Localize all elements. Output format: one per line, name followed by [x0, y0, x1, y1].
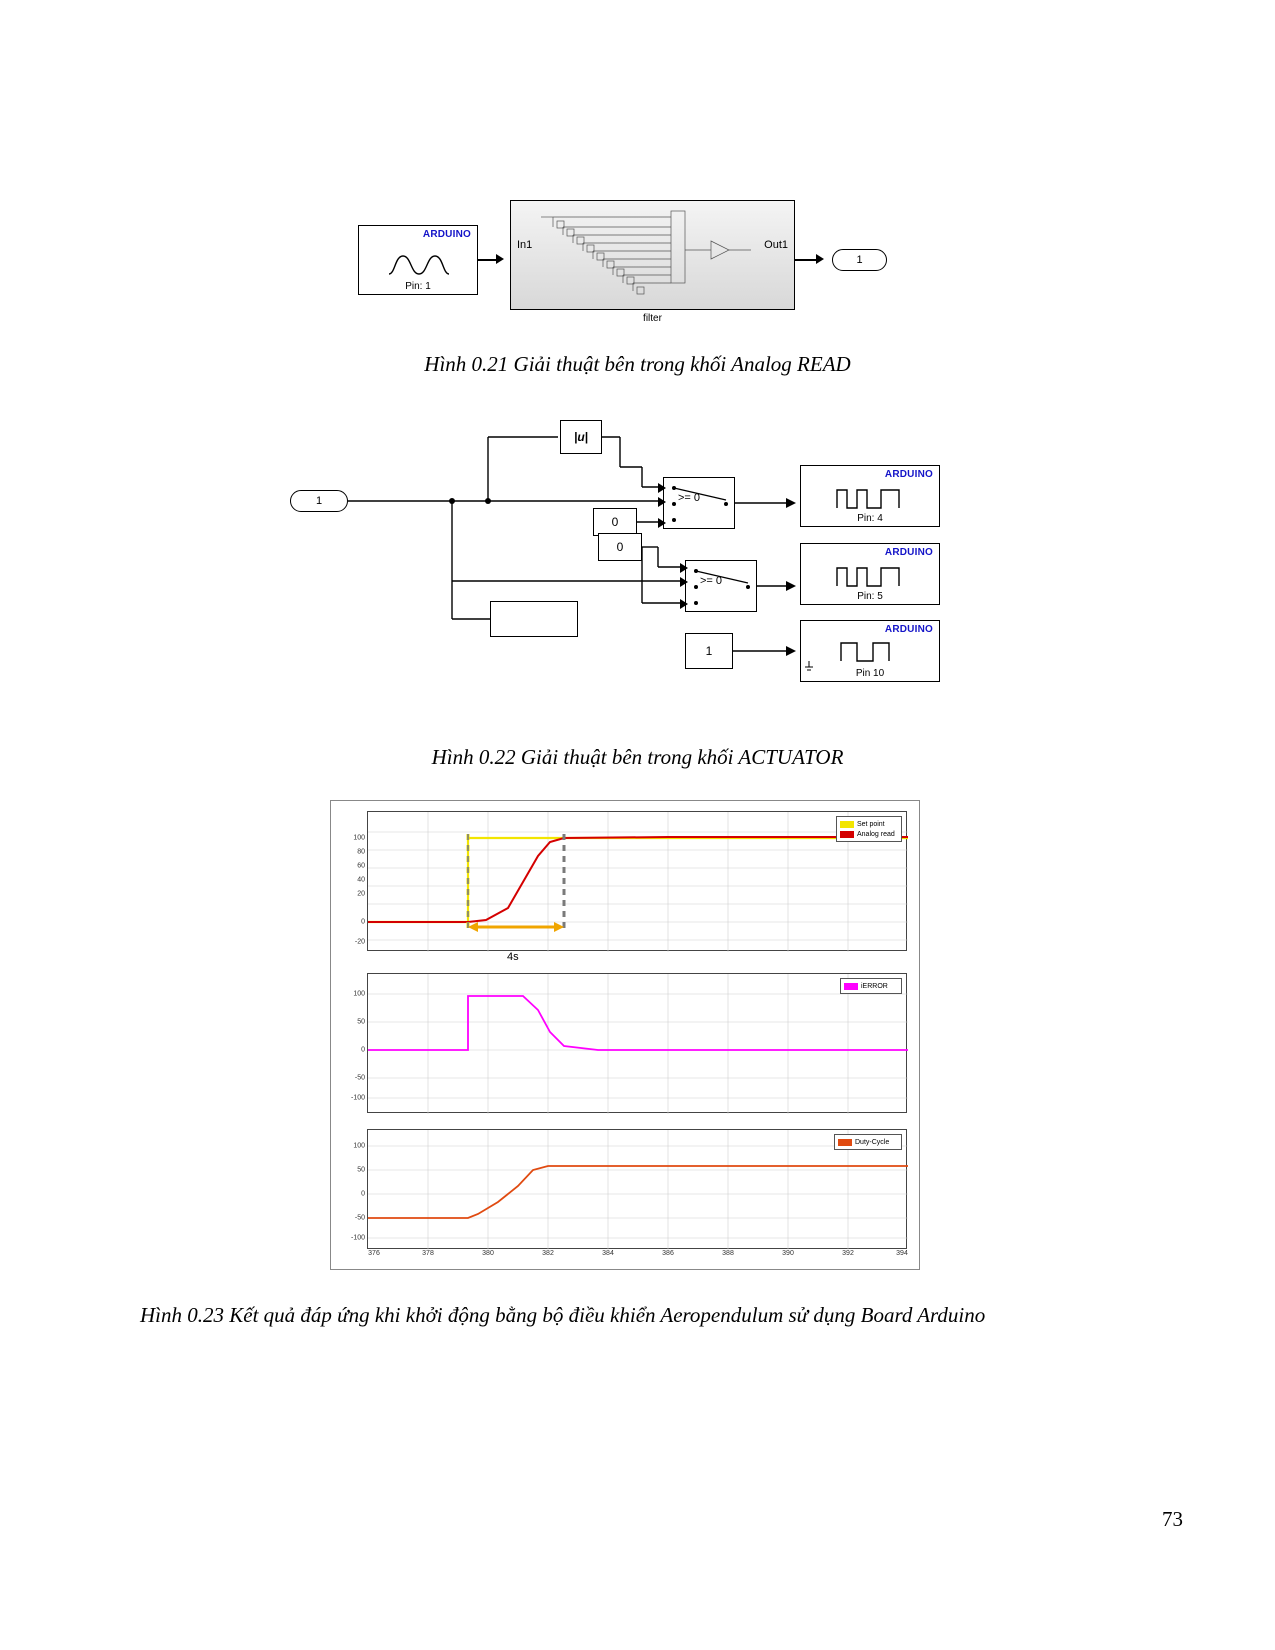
axis2-ytick-0: 100 [353, 990, 365, 998]
axis3-xtick-9: 394 [896, 1250, 908, 1257]
switch-2-criteria: >= 0 [700, 575, 723, 587]
legend-item-analogread [840, 829, 898, 839]
legend-swatch-error [844, 983, 858, 990]
axis3-xtick-0: 376 [368, 1250, 380, 1257]
axis2-legend [840, 978, 902, 994]
legend-item-error [844, 981, 898, 991]
axis3-ytick-1: 50 [357, 1166, 365, 1174]
actuator-wiring [280, 415, 980, 705]
constant-block-a: 0 [593, 508, 637, 536]
axis1-ytick-4: 20 [357, 890, 365, 898]
actuator-inport-1: 1 [290, 490, 348, 512]
figure-scope-response [330, 800, 920, 1270]
legend-label-error: iERROR [861, 982, 888, 990]
scope-axis-duty-cycle [350, 1129, 908, 1257]
legend-label-analogread: Analog read [857, 830, 895, 838]
legend-swatch-analogread [840, 831, 854, 838]
scope-axis-response [353, 811, 907, 951]
legend-label-duty: Duty-Cycle [855, 1138, 890, 1146]
legend-label-setpoint: Set point [857, 820, 885, 828]
scope-annotation-4s: 4s [507, 951, 519, 963]
axis2-ytick-4: -100 [350, 1094, 365, 1102]
axis1-ytick-3: 40 [357, 876, 365, 884]
pwm-pin-label-5: Pin: 5 [857, 591, 883, 602]
wire-analogread-to-filter [478, 259, 498, 261]
axis3-xtick-2: 380 [482, 1250, 494, 1257]
axis3-xtick-8: 392 [842, 1250, 854, 1257]
axis1-ytick-5: 0 [361, 918, 365, 926]
filter-subsystem-block [510, 200, 795, 310]
filter-internal-diagram-icon [511, 201, 796, 311]
axis3-ytick-0: 100 [353, 1142, 365, 1150]
arduino-vendor-label: ARDUINO [422, 229, 471, 240]
axis3-ytick-3: -50 [354, 1214, 365, 1222]
axis3-grid [368, 1130, 908, 1250]
switch-1-criteria: >= 0 [678, 492, 701, 504]
constant-block-b: 0 [598, 533, 642, 561]
axis1-grid [368, 812, 908, 952]
arrow-into-outport [816, 254, 824, 264]
scope-axis-error [350, 973, 907, 1113]
axis3-xtick-5: 386 [662, 1250, 674, 1257]
page-number: 73 [1162, 1507, 1183, 1531]
pwm-pin-label-10: Pin 10 [855, 668, 885, 679]
axis3-xtick-3: 382 [542, 1250, 554, 1257]
axis3-xtick-7: 390 [782, 1250, 794, 1257]
arduino-vendor-label-pin5: ARDUINO [884, 547, 933, 558]
waveform-icon [359, 240, 479, 286]
legend-item-duty [838, 1137, 898, 1147]
axis3-ytick-4: -100 [350, 1234, 365, 1242]
axis1-ytick-6: -20 [354, 938, 365, 946]
axis2-ytick-2: 0 [361, 1046, 365, 1054]
abs-block: |u| [560, 420, 602, 454]
outport-terminal-1: 1 [832, 249, 887, 271]
caption-figure-0-21: Hình 0.21 Giải thuật bên trong khối Analog READ [424, 352, 851, 376]
filter-outport-label: Out1 [764, 239, 788, 251]
axis3-xtick-6: 388 [722, 1250, 734, 1257]
caption-figure-0-22: Hình 0.22 Giải thuật bên trong khối ACTUATOR [431, 745, 844, 769]
filter-subsystem-name: filter [643, 313, 662, 324]
axis1-ytick-2: 60 [357, 862, 365, 870]
axis1-ytick-0: 100 [353, 834, 365, 842]
caption-figure-0-23: Hình 0.23 Kết quả đáp ứng khi khởi động bằng bộ điều khiển Aeropendulum sử dụng Board Arduino [140, 1303, 986, 1327]
pwm-pin-label-4: Pin: 4 [857, 513, 883, 524]
legend-swatch-setpoint [840, 821, 854, 828]
axis3-legend [834, 1134, 902, 1150]
axis3-xtick-1: 378 [422, 1250, 434, 1257]
axis3-xtick-4: 384 [602, 1250, 614, 1257]
analog-read-pin-label: Pin: 1 [405, 281, 431, 292]
analog-read-block [358, 225, 478, 295]
constant-block-one: 1 [685, 633, 733, 669]
axis2-ytick-1: 50 [357, 1018, 365, 1026]
filter-inport-label: In1 [517, 239, 533, 251]
arrow-into-filter [496, 254, 504, 264]
arduino-vendor-label-pin10: ARDUINO [884, 624, 933, 635]
figure-analog-read [350, 195, 930, 330]
arduino-vendor-label-pin4: ARDUINO [884, 469, 933, 480]
axis1-legend [836, 816, 902, 842]
figure-actuator [280, 415, 980, 705]
axis2-ytick-3: -50 [354, 1074, 365, 1082]
axis1-ytick-1: 80 [357, 848, 365, 856]
legend-swatch-duty [838, 1139, 852, 1146]
axis2-grid [368, 974, 908, 1114]
legend-item-setpoint [840, 819, 898, 829]
axis3-ytick-2: 0 [361, 1190, 365, 1198]
